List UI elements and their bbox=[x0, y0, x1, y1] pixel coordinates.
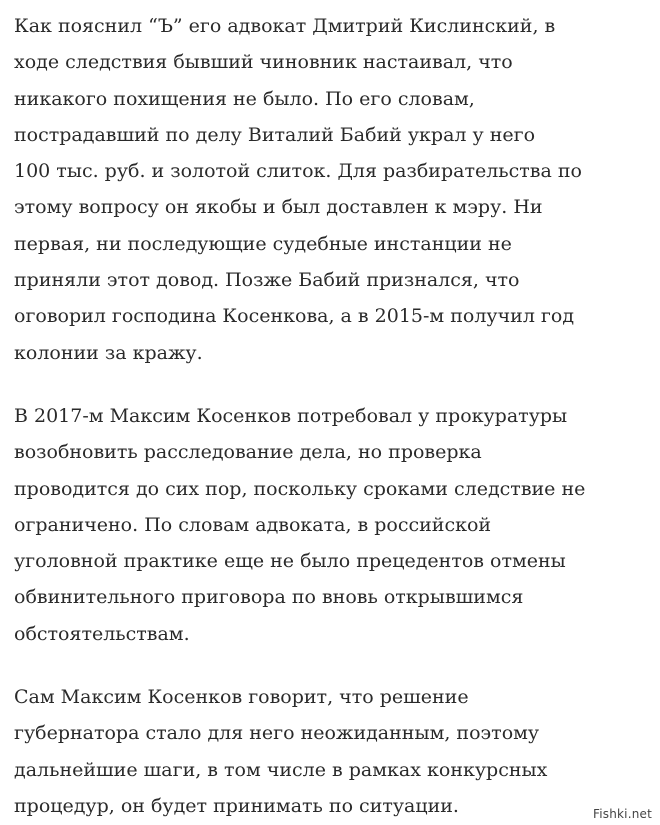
paragraph-3 bbox=[14, 679, 654, 824]
paragraph-line: процедур, он будет принимать по ситуации. bbox=[14, 794, 459, 817]
paragraph-line: проводится до сих пор, поскольку сроками следствие не bbox=[14, 477, 586, 500]
paragraph-line: В 2017-м Максим Косенков потребовал у прокуратуры bbox=[14, 404, 568, 427]
paragraph-line: ходе следствия бывший чиновник настаивал, что bbox=[14, 51, 513, 74]
paragraph-line: дальнейшие шаги, в том числе в рамках конкурсных bbox=[14, 758, 548, 781]
paragraph-2 bbox=[14, 398, 654, 652]
paragraph-line: обвинительного приговора по вновь открывшимся bbox=[14, 586, 524, 609]
paragraph-line: оговорил господина Косенкова, а в 2015-м получил год bbox=[14, 305, 575, 328]
paragraph-1 bbox=[14, 8, 654, 371]
paragraph-line: уголовной практике еще не было прецедентов отмены bbox=[14, 550, 566, 573]
paragraph-line: возобновить расследование дела, но проверка bbox=[14, 441, 482, 464]
watermark: Fishki.net bbox=[592, 807, 652, 821]
paragraph-line: Сам Максим Косенков говорит, что решение bbox=[14, 686, 469, 709]
paragraph-line: никакого похищения не было. По его словам, bbox=[14, 87, 475, 110]
paragraph-line: 100 тыс. руб. и золотой слиток. Для разбирательства по bbox=[14, 160, 582, 183]
paragraph-line: приняли этот довод. Позже Бабий признался, что bbox=[14, 269, 520, 292]
paragraph-line: первая, ни последующие судебные инстанции не bbox=[14, 232, 512, 255]
paragraph-line: пострадавший по делу Виталий Бабий украл у него bbox=[14, 123, 536, 146]
paragraph-line: обстоятельствам. bbox=[14, 622, 190, 645]
paragraph-line: колонии за кражу. bbox=[14, 341, 203, 364]
paragraph-line: Как пояснил “Ъ” его адвокат Дмитрий Кислинский, в bbox=[14, 15, 556, 37]
paragraph-line: этому вопросу он якобы и был доставлен к мэру. Ни bbox=[14, 196, 543, 219]
article-body bbox=[14, 8, 654, 824]
paragraph-line: ограничено. По словам адвоката, в российской bbox=[14, 513, 492, 536]
paragraph-line: губернатора стало для него неожиданным, поэтому bbox=[14, 722, 540, 745]
